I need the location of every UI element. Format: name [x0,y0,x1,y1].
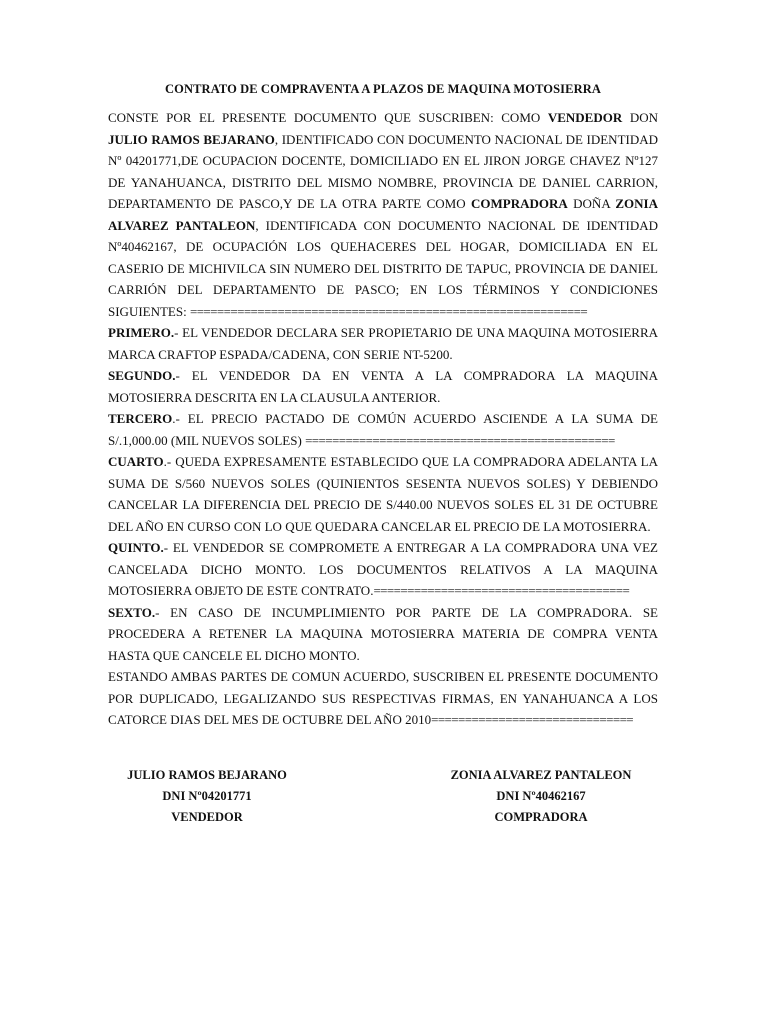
seller-signature-role: VENDEDOR [171,810,243,824]
clause-separator: ============================================== [305,432,615,448]
closing-text: ESTANDO AMBAS PARTES DE COMUN ACUERDO, SUSCRIBEN EL PRESENTE DOCUMENTO POR DUPLICADO, LEGALIZANDO SUS RESPECTIVAS FIRMAS, EN YANAHUANCA A LOS CATORCE DIAS DEL MES DE OCTUBRE DEL AÑO 2010 [108,669,658,727]
buyer-signature-dni: DNI Nº40462167 [496,789,586,803]
buyer-signature-role: COMPRADORA [494,810,588,824]
intro-text-4: DOÑA [567,196,616,211]
seller-role-label: VENDEDOR [547,110,623,125]
clause-label: SEXTO. [108,604,156,620]
clause-text: - EL VENDEDOR DA EN VENTA A LA COMPRADORA LA MAQUINA MOTOSIERRA DESCRITA EN LA CLAUSULA ANTERIOR. [108,368,658,405]
closing-separator: ============================== [431,712,634,727]
intro-paragraph [108,107,658,322]
seller-signature-block [118,765,296,828]
clause-text: - EN CASO DE INCUMPLIMIENTO POR PARTE DE LA COMPRADORA. SE PROCEDERA A RETENER LA MAQUINA MOTOSIERRA MATERIA DE COMPRA VENTA HASTA QUE CANCELE EL DICHO MONTO. [108,604,658,663]
clause-text: .- EL PRECIO PACTADO DE COMÚN ACUERDO ASCIENDE A LA SUMA DE S/.1,000.00 (MIL NUEVOS SOLES) [108,411,658,448]
clause-label: SEGUNDO. [108,368,176,383]
clause-label: QUINTO. [108,540,164,555]
buyer-signature-name: ZONIA ALVAREZ PANTALEON [450,768,632,782]
clause-cuarto [108,451,658,537]
intro-separator: =========================================================== [189,303,588,319]
clause-text: - EL VENDEDOR DECLARA SER PROPIETARIO DE UNA MAQUINA MOTOSIERRA MARCA CRAFTOP ESPADA/CADENA, CON SERIE NT-5200. [108,325,658,362]
intro-text-3: , IDENTIFICADO CON DOCUMENTO NACIONAL DE IDENTIDAD Nº 04201771,DE OCUPACION DOCENTE, DOMICILIADO EN EL JIRON JORGE CHAVEZ Nº127 DE YANAHUANCA, DISTRITO DEL MISMO NOMBRE, PROVINCIA DE DANIEL CARRION, DEPARTAMENTO DE PASCO,Y DE LA OTRA PARTE COMO [108,131,658,211]
buyer-signature-block [446,765,636,828]
clause-text: .- QUEDA EXPRESAMENTE ESTABLECIDO QUE LA COMPRADORA ADELANTA LA SUMA DE S/560 NUEVOS SOLES (QUINIENTOS SESENTA NUEVOS SOLES) Y DEBIENDO CANCELAR LA DIFERENCIA DEL PRECIO DE S/440.00 NUEVOS SOLES EL 31 DE OCTUBRE DEL AÑO EN CURSO CON LO QUE QUEDARA CANCELAR EL PRECIO DE LA MOTOSIERRA. [108,454,658,534]
clause-label: CUARTO [108,454,164,469]
intro-text-1: CONSTE POR EL PRESENTE DOCUMENTO QUE SUSCRIBEN: COMO [108,110,548,125]
closing-paragraph [108,666,658,731]
clause-quinto [108,537,658,602]
clause-label: TERCERO [108,411,173,426]
clause-primero [108,322,658,365]
clause-text: - EL VENDEDOR SE COMPROMETE A ENTREGAR A LA COMPRADORA UNA VEZ CANCELADA DICHO MONTO. LOS DOCUMENTOS RELATIVOS A LA MAQUINA MOTOSIERRA OBJETO DE ESTE CONTRATO. [108,540,658,598]
seller-signature-name: JULIO RAMOS BEJARANO [127,768,287,782]
seller-name: JULIO RAMOS BEJARANO [108,131,275,147]
clause-tercero [108,408,658,451]
clause-label: PRIMERO. [108,325,175,340]
buyer-role-label: COMPRADORA [471,196,568,211]
clause-sexto [108,602,658,667]
intro-text-5: , IDENTIFICADA CON DOCUMENTO NACIONAL DE IDENTIDAD Nº40462167, DE OCUPACIÓN LOS QUEHACERES DEL HOGAR, DOMICILIADA EN EL CASERIO DE MICHIVILCA SIN NUMERO DEL DISTRITO DE TAPUC, PROVINCIA DE DANIEL CARRIÓN DEL DEPARTAMENTO DE PASCO; EN LOS TÉRMINOS Y CONDICIONES SIGUIENTES: [108,217,658,319]
seller-signature-dni: DNI Nº04201771 [162,789,252,803]
buyer-name: ZONIA ALVAREZ PANTALEON [108,196,658,233]
document-title: CONTRATO DE COMPRAVENTA A PLAZOS DE MAQUINA MOTOSIERRA [165,82,601,96]
clause-separator: ====================================== [373,583,630,598]
contract-document [108,82,658,731]
clause-segundo [108,365,658,408]
intro-text-2: DON [622,110,658,125]
